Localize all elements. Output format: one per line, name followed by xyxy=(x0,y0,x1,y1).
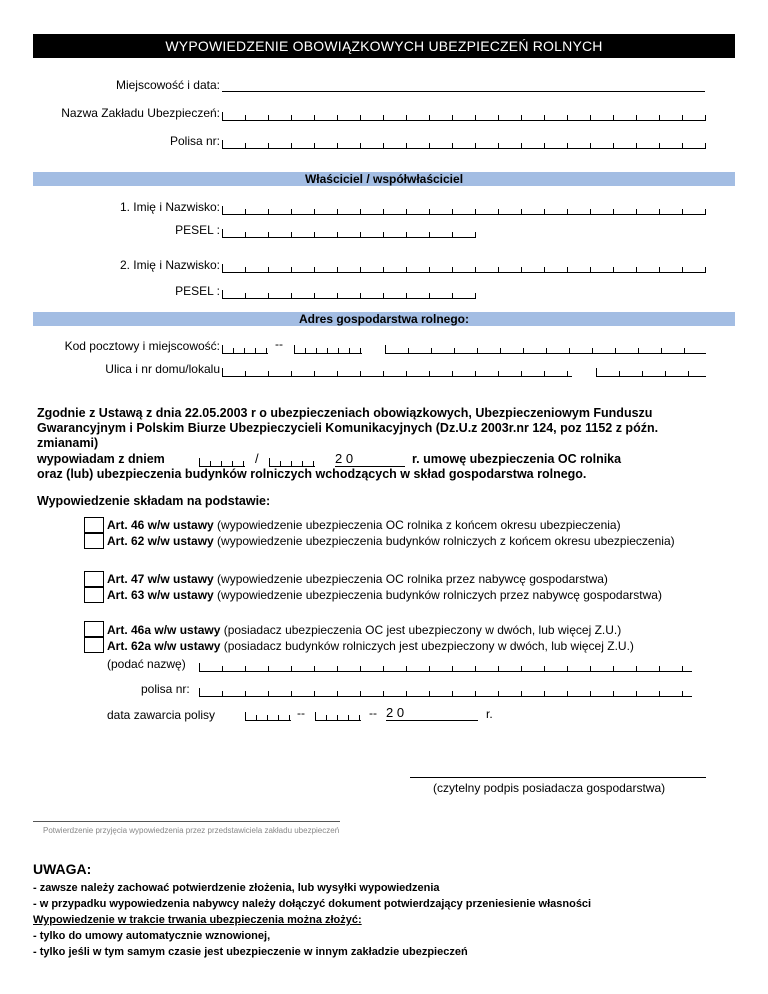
termination-year-field[interactable]: 2 0 xyxy=(335,452,405,467)
name2-label: 2. Imię i Nazwisko: xyxy=(119,258,220,272)
place-date-field[interactable] xyxy=(222,91,705,92)
notice-heading: UWAGA: xyxy=(33,861,92,877)
art-46a-label: Art. 46a w/w ustawy (posiadacz ubezpieczenia OC jest ubezpieczony w dwóch, lub więcej Z.U.) xyxy=(107,623,622,637)
name1-field[interactable] xyxy=(222,206,706,215)
statement-line-2: Gwarancyjnym i Polskim Biurze Ubezpieczycieli Komunikacyjnych (Dz.U.z 2003r.nr 124, poz 1152 z późn. xyxy=(37,421,659,435)
name2-field[interactable] xyxy=(222,264,706,273)
street-label: Ulica i nr domu/lokalu xyxy=(105,362,220,376)
checkbox-art-62a[interactable] xyxy=(84,637,104,653)
city-field[interactable] xyxy=(385,345,706,354)
statement-line-1: Zgodnie z Ustawą z dnia 22.05.2003 r o ubezpieczeniach obowiązkowych, Ubezpieczeniowym Funduszu xyxy=(37,406,653,420)
postal-code-part1[interactable] xyxy=(222,345,268,354)
statement-paragraph xyxy=(37,406,737,451)
date-slash: / xyxy=(255,451,259,466)
policy-day-field[interactable] xyxy=(245,712,291,721)
termination-month-field[interactable] xyxy=(269,458,315,467)
confirmation-caption: Potwierdzenie przyjęcia wypowiedzenia przez przedstawiciela zakładu ubezpieczeń xyxy=(43,826,340,835)
signature-line[interactable] xyxy=(410,777,706,778)
notice-item: - w przypadku wypowiedzenia nabywcy należy dołączyć dokument potwierdzający przeniesienie własności xyxy=(33,898,592,910)
statement-line-4a: wypowiadam z dniem xyxy=(37,452,165,466)
policy-date-sep2: -- xyxy=(369,706,377,720)
house-number-field[interactable] xyxy=(596,368,706,377)
other-insurer-name-field[interactable] xyxy=(199,663,692,672)
policy-year-suffix: r. xyxy=(486,707,493,721)
checkbox-art-63[interactable] xyxy=(84,587,104,603)
art-62-label: Art. 62 w/w ustawy (wypowiedzenie ubezpieczenia budynków rolniczych z końcem okresu ubezpieczenia) xyxy=(107,534,675,548)
checkbox-art-62[interactable] xyxy=(84,533,104,549)
notice-sub-item: - tylko do umowy automatycznie wznowionej, xyxy=(33,930,271,942)
art-46-label: Art. 46 w/w ustawy (wypowiedzenie ubezpieczenia OC rolnika z końcem okresu ubezpieczenia) xyxy=(107,518,621,532)
notice-list xyxy=(33,880,753,960)
insurer-label: Nazwa Zakładu Ubezpieczeń: xyxy=(61,106,220,120)
notice-item: - zawsze należy zachować potwierdzenie złożenia, lub wysyłki wypowiedzenia xyxy=(33,882,440,894)
statement-line-5: oraz (lub) ubezpieczenia budynków rolniczych wchodzących w skład gospodarstwa rolnego. xyxy=(37,467,587,481)
signature-caption: (czytelny podpis posiadacza gospodarstwa) xyxy=(433,781,666,795)
postal-label: Kod pocztowy i miejscowość: xyxy=(64,339,220,353)
policy-month-field[interactable] xyxy=(315,712,361,721)
postal-code-part2[interactable] xyxy=(294,345,362,354)
pesel2-label: PESEL : xyxy=(175,284,220,298)
art-63-label: Art. 63 w/w ustawy (wypowiedzenie ubezpieczenia budynków rolniczych przez nabywcę gospodarstwa) xyxy=(107,588,662,602)
notice-subheading: Wypowiedzenie w trakcie trwania ubezpieczenia można złożyć: xyxy=(33,914,362,926)
art-62a-label: Art. 62a w/w ustawy (posiadacz budynków rolniczych jest ubezpieczony w dwóch, lub więcej Z.U.) xyxy=(107,639,634,653)
checkbox-art-46[interactable] xyxy=(84,517,104,533)
street-field[interactable] xyxy=(222,368,572,377)
address-section-title: Adres gospodarstwa rolnego: xyxy=(33,312,735,326)
art-47-label: Art. 47 w/w ustawy (wypowiedzenie ubezpieczenia OC rolnika przez nabywcę gospodarstwa) xyxy=(107,572,608,586)
other-policy-label: polisa nr: xyxy=(141,682,190,696)
policy-date-sep1: -- xyxy=(297,706,305,720)
policy-label: Polisa nr: xyxy=(169,134,220,148)
policy-date-label: data zawarcia polisy xyxy=(107,708,216,722)
other-policy-field[interactable] xyxy=(199,688,692,697)
policy-year-field[interactable]: 2 0 xyxy=(386,706,478,721)
pesel1-field[interactable] xyxy=(222,229,476,238)
statement-line-4b: r. umowę ubezpieczenia OC rolnika xyxy=(412,452,622,466)
place-date-label: Miejscowość i data: xyxy=(115,78,220,92)
checkbox-art-47[interactable] xyxy=(84,571,104,587)
postal-separator: -- xyxy=(275,337,283,351)
policy-field[interactable] xyxy=(222,140,706,149)
insurer-field[interactable] xyxy=(222,112,706,121)
checkbox-art-46a[interactable] xyxy=(84,621,104,637)
name1-label: 1. Imię i Nazwisko: xyxy=(119,200,220,214)
confirmation-line[interactable] xyxy=(33,821,340,822)
owner-section-title: Właściciel / współwłaściciel xyxy=(33,172,735,186)
notice-sub-item: - tylko jeśli w tym samym czasie jest ubezpieczenie w innym zakładzie ubezpieczeń xyxy=(33,946,468,958)
insurer-name-label: (podać nazwę) xyxy=(107,657,186,671)
statement-line-3: zmianami) xyxy=(37,436,99,450)
form-title: WYPOWIEDZENIE OBOWIĄZKOWYCH UBEZPIECZEŃ ROLNYCH xyxy=(33,34,735,58)
termination-day-field[interactable] xyxy=(199,458,245,467)
basis-heading: Wypowiedzenie składam na podstawie: xyxy=(37,494,271,508)
pesel2-field[interactable] xyxy=(222,290,476,299)
pesel1-label: PESEL : xyxy=(175,223,220,237)
